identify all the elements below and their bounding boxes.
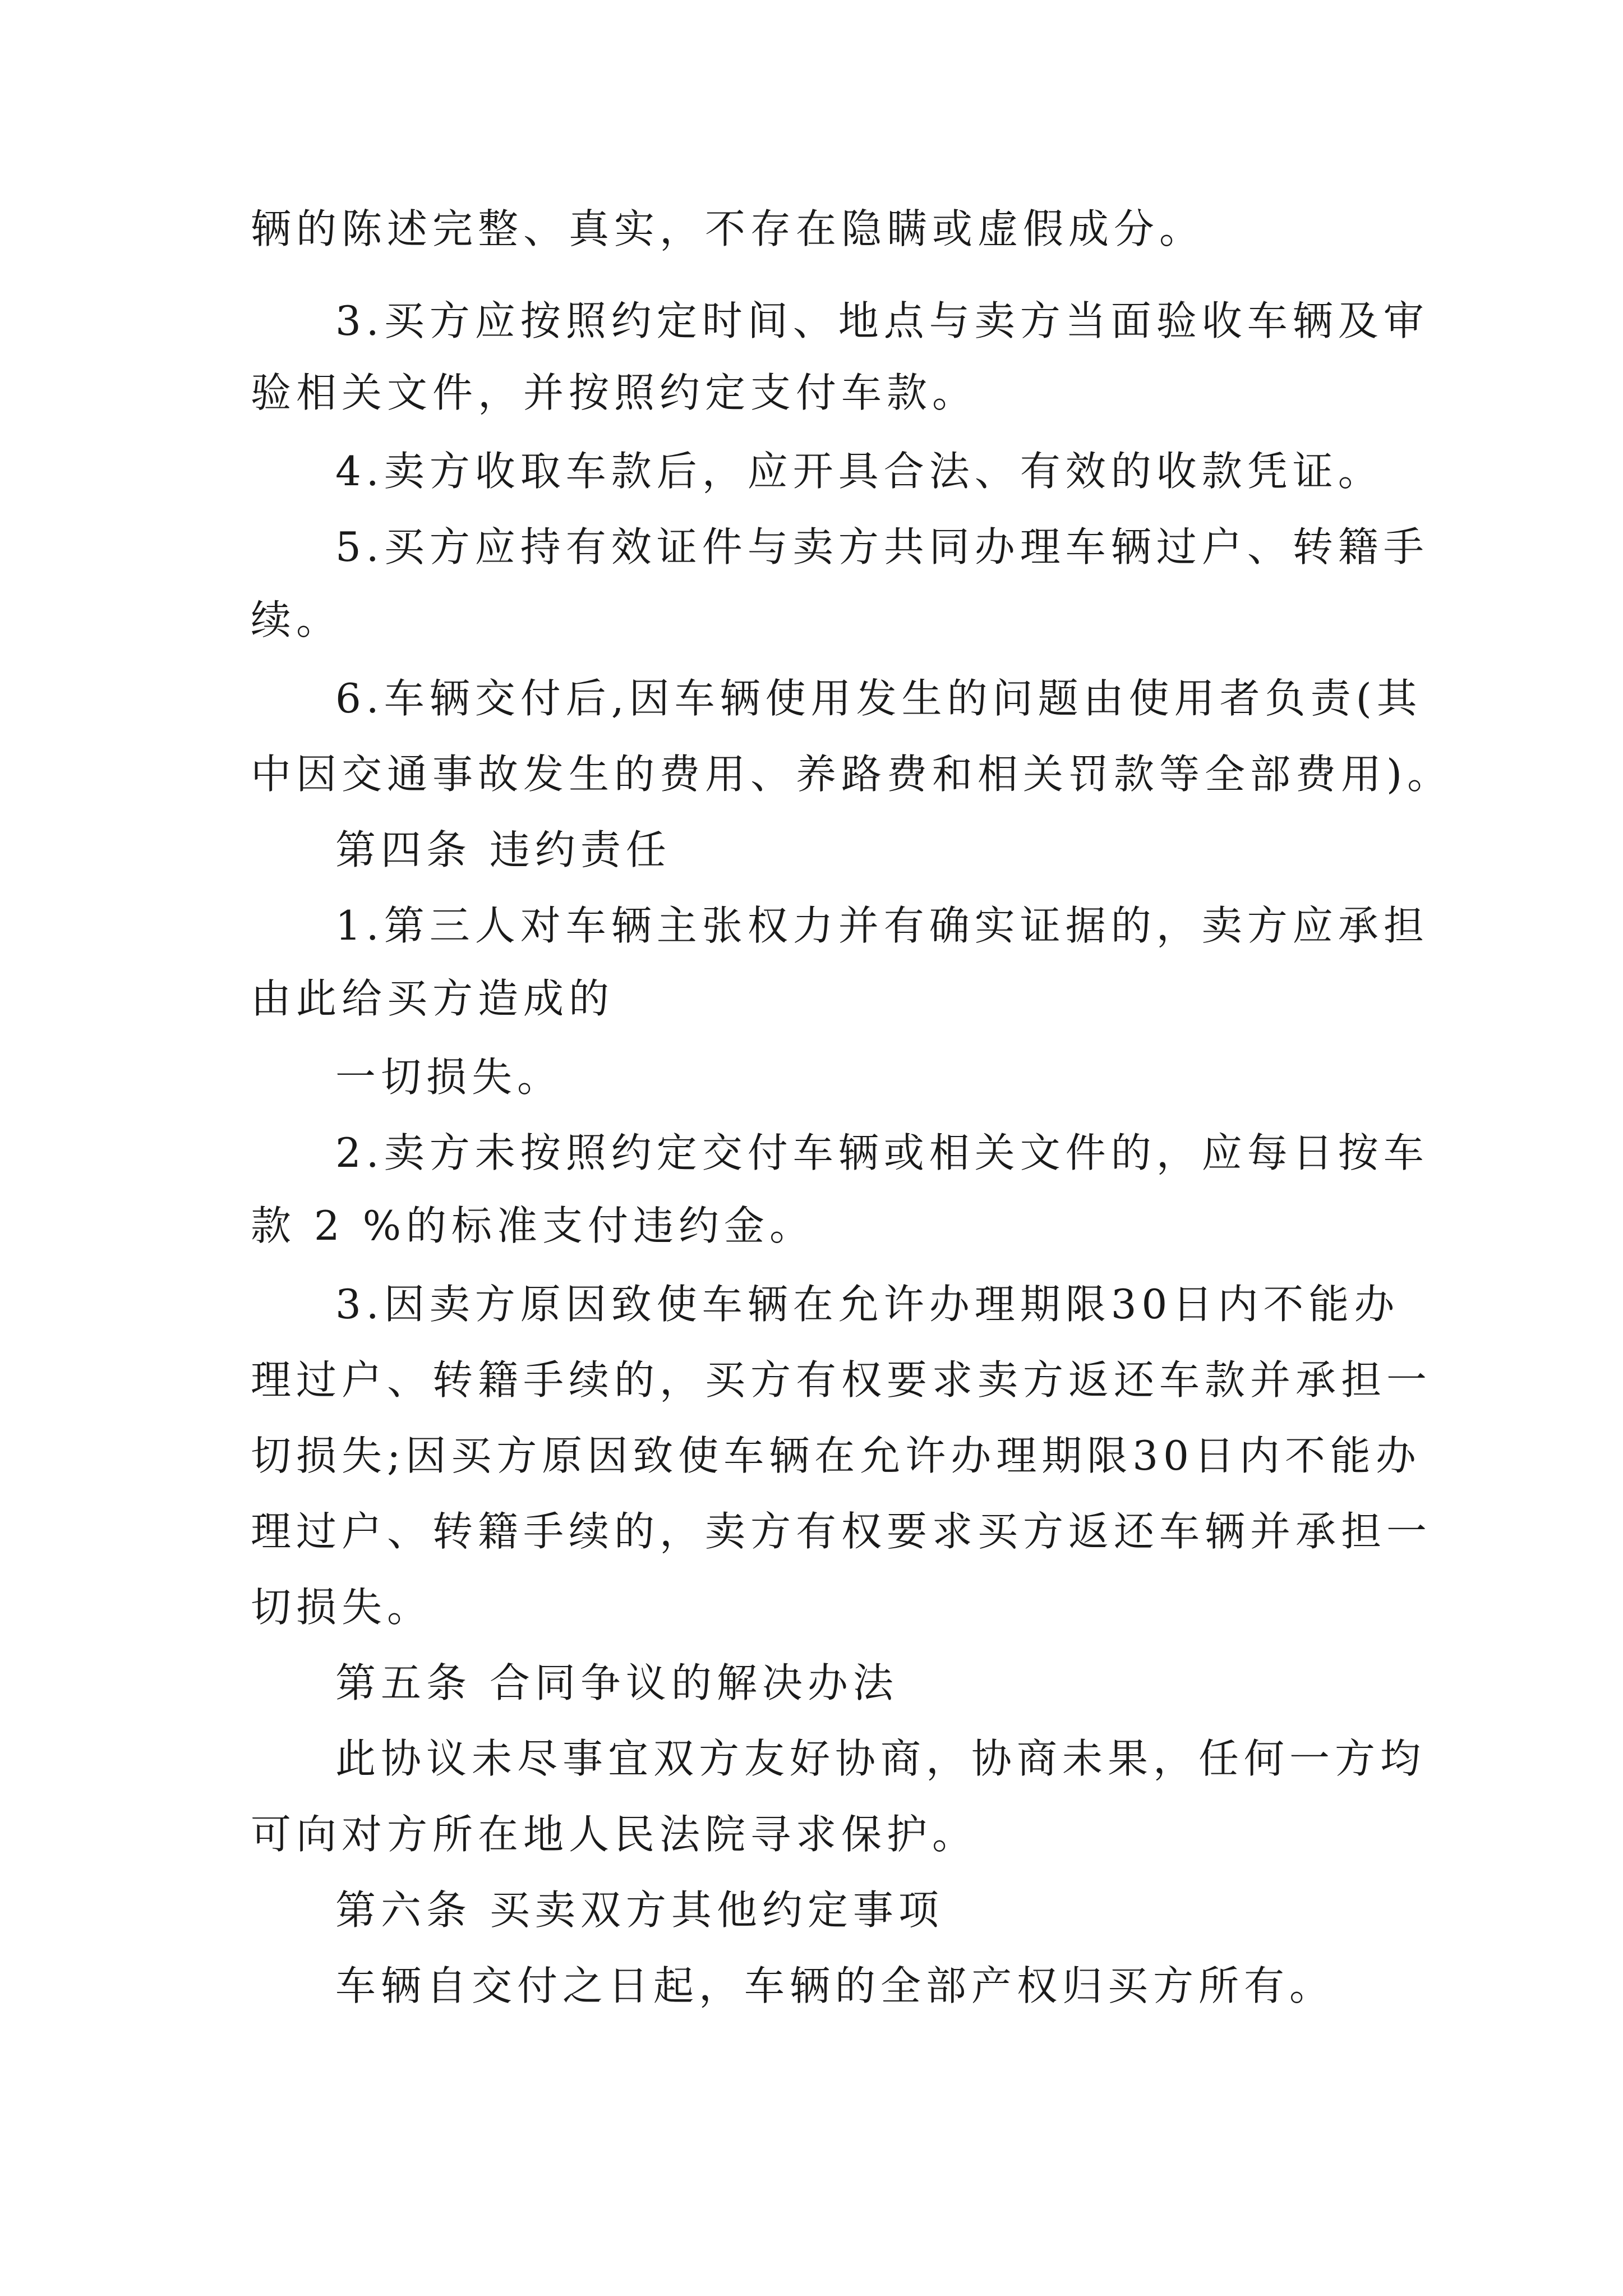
text-line: 5.买方应持有效证件与卖方共同办理车辆过户、转籍手 <box>335 523 1429 570</box>
text-line: 车辆自交付之日起，车辆的全部产权归买方所有。 <box>335 1962 1335 2009</box>
text-line: 续。 <box>251 596 342 643</box>
text-line: 理过户、转籍手续的，卖方有权要求买方返还车辆并承担一 <box>251 1508 1432 1555</box>
text-line: 验相关文件，并按照约定支付车款。 <box>251 369 978 416</box>
text-line: 3.买方应按照约定时间、地点与卖方当面验收车辆及审 <box>335 297 1429 344</box>
text-line: 中因交通事故发生的费用、养路费和相关罚款等全部费用)。 <box>251 751 1453 798</box>
text-line: 3.因卖方原因致使车辆在允许办理期限30日内不能办 <box>335 1281 1400 1328</box>
text-line: 切损失;因买方原因致使车辆在允许办理期限30日内不能办 <box>251 1432 1421 1479</box>
section-heading: 第六条 买卖双方其他约定事项 <box>335 1887 944 1934</box>
text-line: 切损失。 <box>251 1584 433 1631</box>
text-line: 可向对方所在地人民法院寻求保护。 <box>251 1811 978 1858</box>
text-line: 此协议未尽事宜双方友好协商，协商未果，任何一方均 <box>335 1735 1426 1782</box>
text-line: 款 2 %的标准支付违约金。 <box>251 1202 815 1249</box>
text-line: 4.卖方收取车款后，应开具合法、有效的收款凭证。 <box>335 448 1384 495</box>
section-heading: 第五条 合同争议的解决办法 <box>335 1659 898 1706</box>
text-line: 1.第三人对车辆主张权力并有确实证据的，卖方应承担 <box>335 902 1429 949</box>
text-line: 6.车辆交付后,因车辆使用发生的问题由使用者负责(其 <box>335 675 1422 722</box>
text-line: 理过户、转籍手续的，买方有权要求卖方返还车款并承担一 <box>251 1356 1432 1404</box>
text-line: 辆的陈述完整、真实，不存在隐瞒或虚假成分。 <box>251 205 1205 252</box>
section-heading: 第四条 违约责任 <box>335 826 671 873</box>
text-line: 一切损失。 <box>335 1053 563 1101</box>
text-line: 2.卖方未按照约定交付车辆或相关文件的，应每日按车 <box>335 1129 1429 1176</box>
text-line: 由此给买方造成的 <box>251 975 615 1022</box>
